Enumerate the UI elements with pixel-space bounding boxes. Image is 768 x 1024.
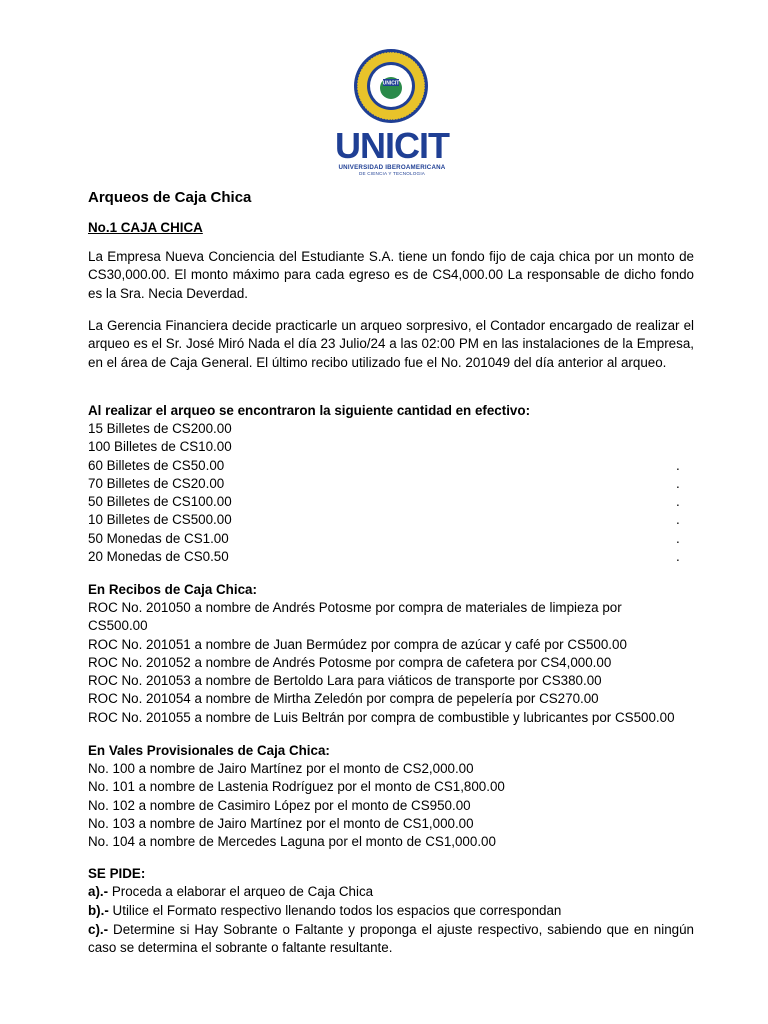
receipts-list (88, 599, 694, 727)
task-label: c).- (88, 922, 109, 937)
wordmark-line2: DE CIENCIA Y TECNOLOGIA (358, 171, 426, 176)
list-item: ROC No. 201051 a nombre de Juan Bermúdez por compra de azúcar y café por CS500.00 (88, 636, 627, 652)
paragraph-2: La Gerencia Financiera decide practicarle un arqueo sorpresivo, el Contador encargado de realizar el arqueo es el Sr. José Miró Nada el día 23 Julio/24 a las 02:00 PM en las instalaciones de la Empresa, en el área de Caja General. El último recibo utilizado fue el No. 201049 del día anterior al arqueo. (88, 318, 694, 370)
list-item: ROC No. 201050 a nombre de Andrés Potosme por compra de materiales de limpieza por (88, 600, 622, 615)
list-item: 50 Monedas de CS1.00 . (88, 530, 694, 548)
list-item: No. 101 a nombre de Lastenia Rodríguez por el monto de CS1,800.00 (88, 779, 505, 795)
task-text: Determine si Hay Sobrante o Faltante y proponga el ajuste respectivo, sabiendo que en ningún caso se determina el sobrante o faltante resultante. (88, 922, 694, 956)
list-item: 50 Billetes de CS100.00 . (88, 493, 694, 511)
wordmark-line1: UNIVERSIDAD IBEROAMERICANA (338, 164, 446, 171)
task-label: a).- (88, 884, 109, 899)
list-item: 60 Billetes de CS50.00 . (88, 457, 694, 475)
list-item: ROC No. 201055 a nombre de Luis Beltrán por compra de combustible y lubricantes por CS500.00 (88, 709, 675, 725)
task-text: Proceda a elaborar el arqueo de Caja Chica (108, 884, 374, 899)
list-item: No. 100 a nombre de Jairo Martínez por el monto de CS2,000.00 (88, 761, 474, 776)
document-subtitle: No.1 CAJA CHICA (88, 220, 203, 235)
dot-mark: . (676, 475, 680, 491)
list-item: No. 102 a nombre de Casimiro López por el monto de CS950.00 (88, 797, 471, 813)
list-item: 70 Billetes de CS20.00 . (88, 475, 694, 493)
list-item: 100 Billetes de CS10.00 (88, 439, 232, 455)
dot-mark: . (676, 494, 680, 510)
unicit-logo (329, 48, 455, 178)
dot-mark: . (676, 549, 680, 565)
task-c (88, 921, 694, 958)
list-item: ROC No. 201052 a nombre de Andrés Potosme por compra de cafetera por CS4,000.00 (88, 654, 612, 670)
list-item: 20 Monedas de CS0.50 . (88, 548, 694, 566)
se-pide-heading: SE PIDE: (88, 866, 146, 881)
seal-center-text: UNICIT (382, 80, 400, 87)
list-item: No. 103 a nombre de Jairo Martínez por el monto de CS1,000.00 (88, 815, 474, 831)
list-item: ROC No. 201054 a nombre de Mirtha Zeledón por compra de pepelería por CS270.00 (88, 691, 599, 707)
dot-mark: . (676, 457, 680, 473)
list-item: CS500.00 (88, 618, 148, 634)
list-item: No. 104 a nombre de Mercedes Laguna por el monto de CS1,000.00 (88, 834, 496, 850)
wordmark-title: UNICIT (335, 125, 449, 166)
task-label: b).- (88, 903, 109, 918)
university-seal-icon (353, 48, 429, 124)
list-item: ROC No. 201053 a nombre de Bertoldo Lara para viáticos de transporte por CS380.00 (88, 673, 602, 689)
vales-heading: En Vales Provisionales de Caja Chica: (88, 743, 330, 758)
document-title: Arqueos de Caja Chica (88, 189, 252, 206)
list-item: 15 Billetes de CS200.00 (88, 421, 232, 436)
task-text: Utilice el Formato respectivo llenando todos los espacios que correspondan (108, 903, 562, 918)
dot-mark: . (676, 512, 680, 528)
receipts-heading: En Recibos de Caja Chica: (88, 582, 257, 597)
cash-list (88, 420, 694, 566)
task-a (88, 883, 694, 901)
task-b (88, 902, 694, 920)
dot-mark: . (676, 530, 680, 546)
paragraph-1: La Empresa Nueva Conciencia del Estudiante S.A. tiene un fondo fijo de caja chica por un monto de CS30,000.00. El monto máximo para cada egreso es de CS4,000.00 La responsable de dicho fondo es la Sra. Necia Deverdad. (88, 249, 694, 301)
cash-heading: Al realizar el arqueo se encontraron la siguiente cantidad en efectivo: (88, 403, 531, 418)
vales-list (88, 760, 694, 851)
list-item: 10 Billetes de CS500.00 . (88, 511, 694, 529)
logo-wordmark (333, 125, 451, 177)
